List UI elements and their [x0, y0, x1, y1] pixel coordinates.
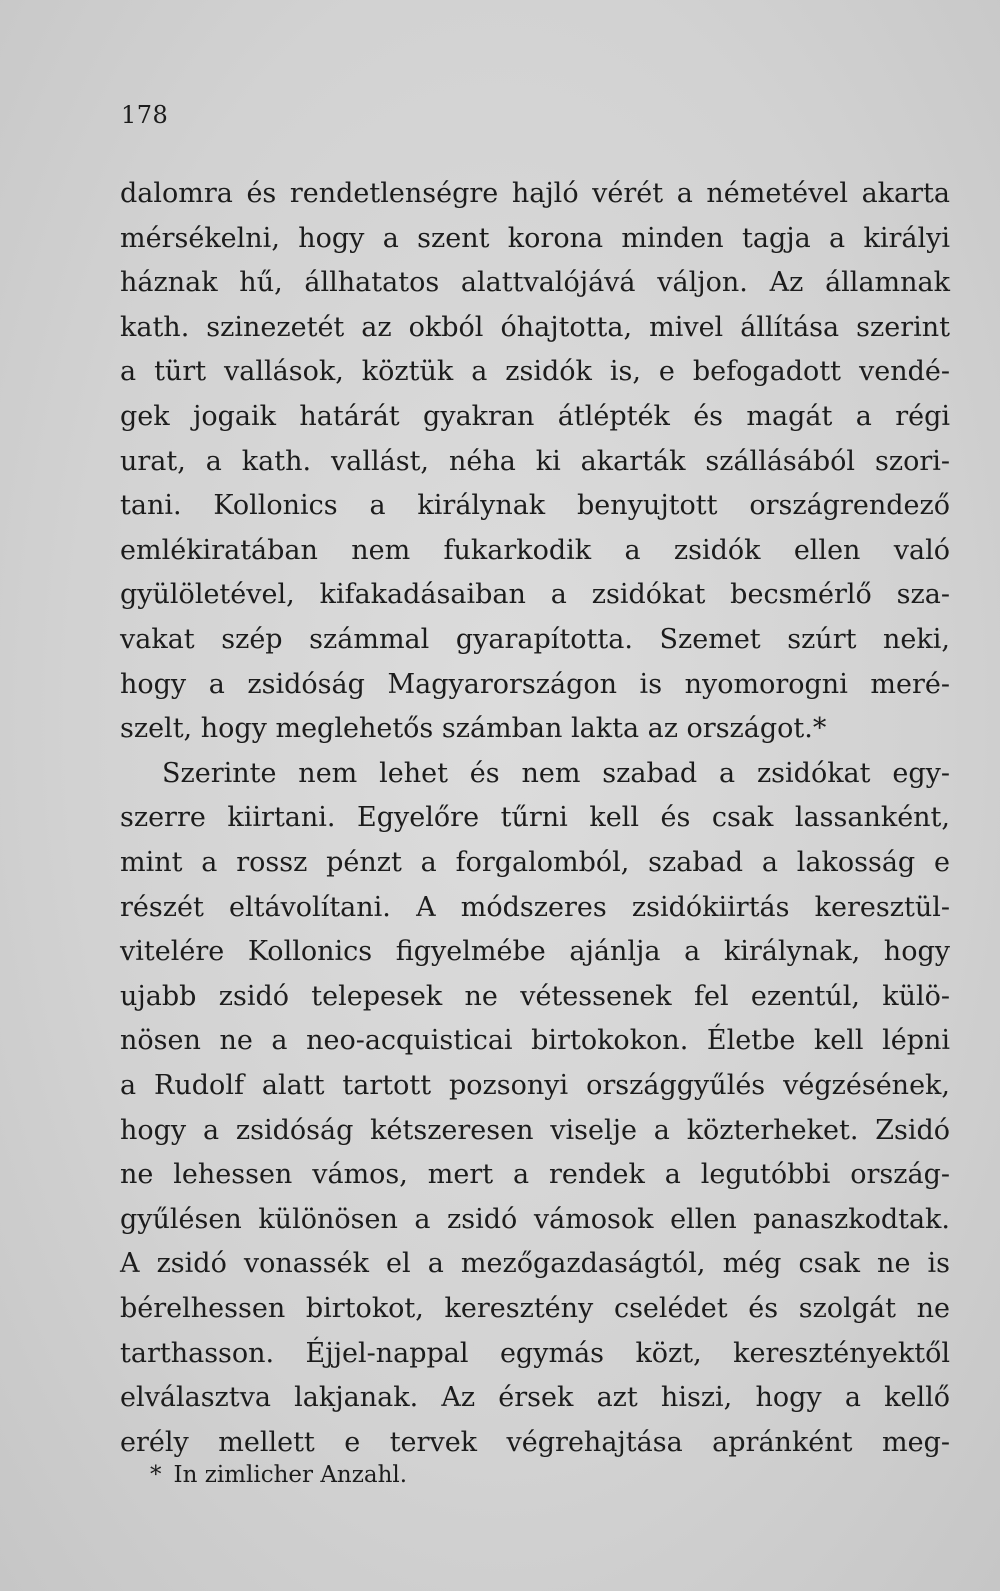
text-line: a Rudolf alatt tartott pozsonyi országgyűlés végzésének,	[120, 1070, 950, 1101]
footnote-text: In zimlicher Anzahl.	[173, 1462, 408, 1488]
text-line: a türt vallások, köztük a zsidók is, e befogadott vendé-	[120, 356, 950, 388]
text-line: gyülöletével, kifakadásaiban a zsidókat becsmérlő sza-	[120, 579, 950, 611]
page-number: 178	[121, 101, 169, 129]
text-line: A zsidó vonassék el a mezőgazdaságtól, még csak ne is	[120, 1248, 950, 1280]
text-line: szerre kiirtani. Egyelőre tűrni kell és csak lassanként,	[120, 802, 950, 834]
text-line: gyűlésen különösen a zsidó vámosok ellen panaszkodtak.	[120, 1203, 950, 1235]
text-line: emlékiratában nem fukarkodik a zsidók ellen való	[120, 534, 950, 566]
text-line: urat, a kath. vallást, néha ki akarták szállásából szori-	[120, 445, 950, 477]
footnote	[150, 1460, 407, 1490]
text-line: mint a rossz pénzt a forgalomból, szabad a lakosság e	[120, 847, 950, 878]
text-line: háznak hű, állhatatos alattvalójává váljon. Az államnak	[120, 267, 950, 299]
text-line: kath. szinezetét az okból óhajtotta, mivel állítása szerint	[120, 311, 950, 343]
text-line: szelt, hogy meglehetős számban lakta az országot.*	[120, 713, 827, 745]
text-line: erély mellett e tervek végrehajtása apránként meg-	[120, 1426, 950, 1458]
text-line: dalomra és rendetlenségre hajló vérét a németével akarta	[120, 178, 950, 209]
text-line: vitelére Kollonics figyelmébe ajánlja a királynak, hogy	[120, 936, 950, 968]
footnote-mark: *	[150, 1462, 162, 1488]
text-line: hogy a zsidóság Magyarországon is nyomorogni meré-	[120, 668, 950, 700]
text-line: tani. Kollonics a királynak benyujtott országrendező	[120, 490, 950, 522]
text-line: nösen ne a neo-acquisticai birtokokon. Életbe kell lépni	[120, 1025, 950, 1057]
text-line: ujabb zsidó telepesek ne vétessenek fel ezentúl, külö-	[120, 980, 950, 1012]
text-line: részét eltávolítani. A módszeres zsidókiirtás keresztül-	[120, 891, 950, 923]
text-line: gek jogaik határát gyakran átlépték és magát a régi	[120, 401, 950, 432]
text-line: tarthasson. Éjjel-nappal egymás közt, keresztényektől	[120, 1337, 950, 1369]
text-line: elválasztva lakjanak. Az érsek azt hiszi, hogy a kellő	[120, 1382, 950, 1414]
text-line: Szerinte nem lehet és nem szabad a zsidókat egy-	[162, 757, 950, 789]
text-line: ne lehessen vámos, mert a rendek a legutóbbi ország-	[120, 1159, 950, 1191]
text-line: bérelhessen birtokot, keresztény cselédet és szolgát ne	[120, 1293, 950, 1324]
text-line: hogy a zsidóság kétszeresen viselje a közterheket. Zsidó	[120, 1114, 950, 1146]
text-line: vakat szép számmal gyarapította. Szemet szúrt neki,	[120, 624, 950, 655]
text-line: mérsékelni, hogy a szent korona minden tagja a királyi	[120, 222, 950, 254]
